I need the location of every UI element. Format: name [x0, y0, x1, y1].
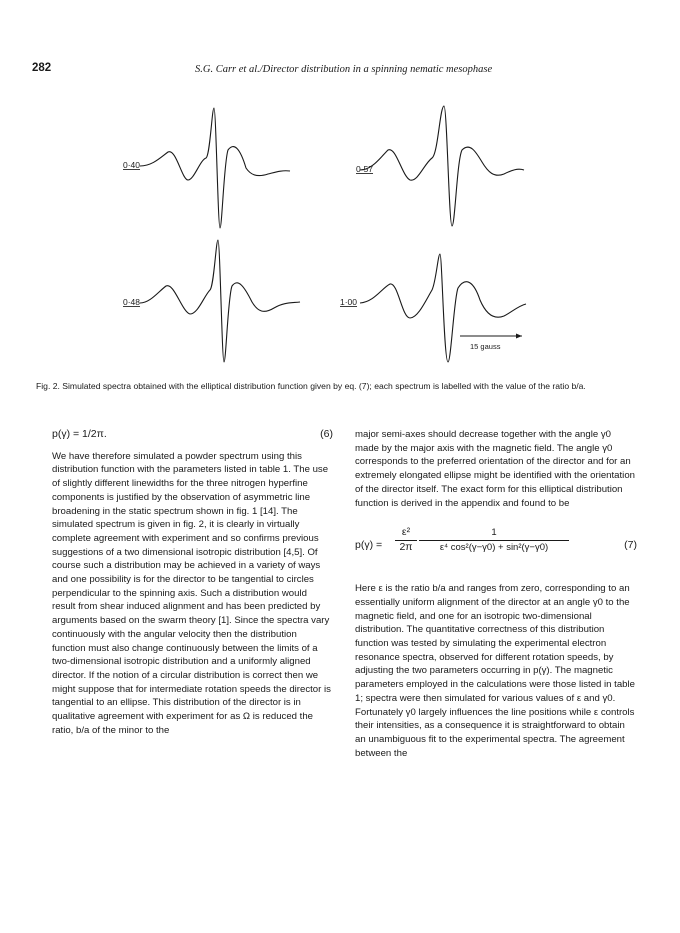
- fraction-denominator: 2π: [395, 540, 417, 555]
- equation-6-number: (6): [320, 428, 333, 440]
- equation-6: [52, 428, 333, 442]
- right-column: [355, 428, 637, 760]
- panel-label: 0·48: [123, 297, 141, 307]
- equation-7-lhs: p(γ) =: [355, 539, 383, 552]
- body-paragraph: major semi-axes should decrease together with the angle γ0 made by the major axis with the magnetic field. The angle γ0 corresponds to the preferred orientation of the director and for an extremely elongated ellipse might be identified with the orientation of the director itself. The exact form for this elliptical distribution function is derived in the appendix and found to be: [355, 429, 635, 509]
- equation-7-number: (7): [624, 539, 637, 552]
- fraction-numerator: 1: [491, 527, 497, 539]
- page-number: 282: [32, 62, 52, 74]
- scale-arrow-icon: [516, 334, 522, 339]
- spectrum-trace: [360, 106, 524, 226]
- panel-label: 1·00: [340, 297, 358, 307]
- left-column: [52, 428, 333, 737]
- body-paragraph: We have therefore simulated a powder spectrum using this distribution function with the parameters listed in table 1. The use of slightly different linewidths for the three nitrogen hyperfine components is justified by the observation of asymmetric line broadening in the static spectrum shown in fig. 1 [14]. The simulated spectrum is given in fig. 2, it is clearly in virtually complete agreement with experiment and so confirms previous suggestions of a two dimensional isotropic distribution [4,5]. Of course such a distribution may be achieved in a variety of ways and one possibility is for the director to be tangential to circles perpendicular to the spinning axis. Such a distribution would result from shear induced alignment and has been predicted by arguments based on the swarm theory [1]. Since the spectra vary continuously with the angular velocity then the distribution function must also change continuously between the limits of a two-dimensional isotropic distribution and a uniformly aligned director. If the notion of a circular distribution is correct then we might suppose that for intermediate rotation speeds the director is tangential to an ellipse. This distribution of the director is in qualitative agreement with experiment for as Ω is reduced the ratio, b/a of the minor to the: [52, 450, 331, 736]
- fraction-numerator: ε²: [401, 526, 411, 539]
- scale-label: 15 gauss: [470, 342, 501, 351]
- spectrum-trace: [360, 254, 526, 362]
- figure-spectra: [0, 0, 680, 380]
- body-paragraph: Here ε is the ratio b/a and ranges from zero, corresponding to an essentially uniform alignment of the director at an angle γ0 to the magnetic field, and one for an isotropic two-dimensional distribution. The quantitative correctness of this distribution function was tested by simulating the experimental electron resonance spectra, observed for different rotation speeds, by adjusting the two parameters occurring in p(γ). The magnetic parameters employed in the calculations were those listed in table 1; spectra were then simulated for various values of ε and γ0. Fortunately γ0 largely influences the line positions while ε controls their intensities, as a consequence it is straightforward to obtain an unambiguous fit to the experimental spectra. The agreement between the: [355, 583, 635, 759]
- panel-label: 0·40: [123, 160, 141, 170]
- equation-7-fraction: [395, 526, 417, 554]
- spectrum-trace: [140, 108, 290, 228]
- equation-6-body: p(γ) = 1/2π.: [52, 428, 107, 440]
- equation-7-fraction: [419, 526, 569, 554]
- equation-7: [355, 524, 637, 568]
- figure-caption: Fig. 2. Simulated spectra obtained with the elliptical distribution function given by eq. (7); each spectrum is labelled with the value of the ratio b/a.: [36, 381, 586, 391]
- fraction-denominator: ε⁴ cos²(γ−γ0) + sin²(γ−γ0): [419, 540, 569, 555]
- running-head: S.G. Carr et al./Director distribution in a spinning nematic mesophase: [195, 64, 493, 75]
- panel-label: 0·57: [356, 164, 374, 174]
- spectrum-trace: [140, 240, 300, 362]
